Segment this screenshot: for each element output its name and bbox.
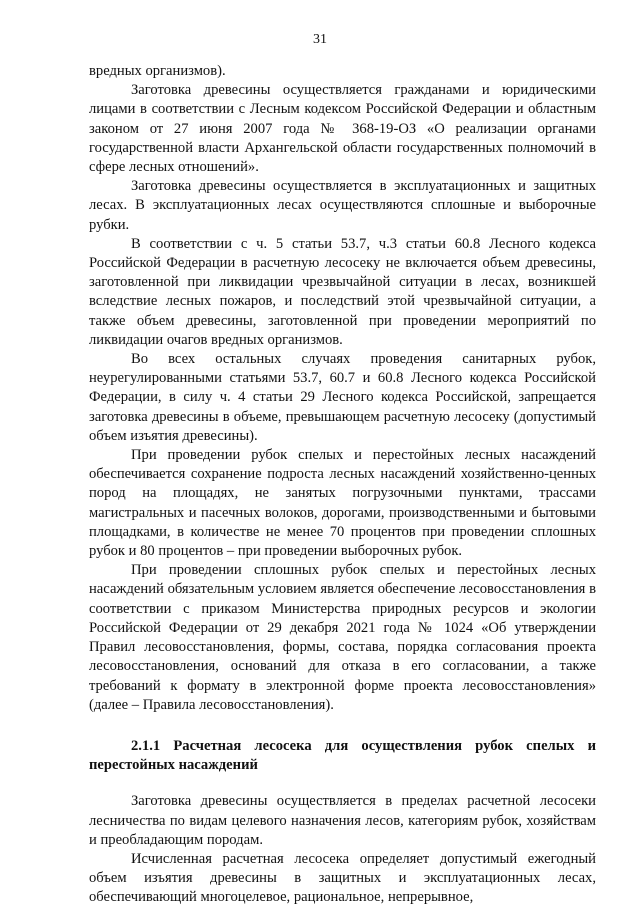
paragraph: При проведении сплошных рубок спелых и перестойных лесных насаждений обязательным условием является обеспечение лесовосстановления в соответствии с приказом Министерства природных ресурсов и экологии Российской Федерации от 29 декабря 2021 года № 1024 «Об утверждении Правил лесовосстановления, формы, состава, порядка согласования проекта лесовосстановления, оснований для отказа в его согласовании, а также требований к формату в электронной форме проекта лесовосстановления» (далее – Правила лесовосстановления).: [89, 562, 596, 713]
page-number: 31: [313, 32, 327, 47]
paragraph: Во всех остальных случаях проведения санитарных рубок, неурегулированными статьями 53.7, 60.7 и 60.8 Лесного кодекса Российской Федерации, в силу ч. 4 статьи 29 Лесного кодекса Российской, запрещается заготовка древесины в объеме, превышающем расчетную лесосеку (допустимый объем изъятия древесины).: [89, 351, 596, 444]
document-body: [89, 62, 596, 908]
paragraph: Заготовка древесины осуществляется в пределах расчетной лесосеки лесничества по видам целевого назначения лесов, категориям рубок, хозяйствам и преобладающим породам.: [89, 793, 596, 848]
paragraph: Исчисленная расчетная лесосека определяет допустимый ежегодный объем изъятия древесины в защитных и эксплуатационных лесах, обеспечивающий многоцелевое, рациональное, непрерывное,: [89, 850, 596, 906]
paragraph: Заготовка древесины осуществляется в эксплуатационных и защитных лесах. В эксплуатационных лесах осуществляются сплошные и выборочные рубки.: [89, 178, 596, 233]
section-heading: 2.1.1 Расчетная лесосека для осуществления рубок спелых и перестойных насаждений: [89, 737, 596, 774]
paragraph-continuation: вредных организмов).: [89, 63, 226, 79]
paragraph: В соответствии с ч. 5 статьи 53.7, ч.3 статьи 60.8 Лесного кодекса Российской Федерации в расчетную лесосеку не включается объем древесины, заготовленной при ликвидации чрезвычайной ситуации в лесах, возникшей вследствие лесных пожаров, и последствий этой чрезвычайной ситуации, а также объем древесины, заготовленной при проведении мероприятий по ликвидации очагов вредных организмов.: [89, 235, 596, 348]
paragraph: Заготовка древесины осуществляется гражданами и юридическими лицами в соответствии с Лесным кодексом Российской Федерации и областным законом от 27 июня 2007 года № 368-19-ОЗ «О реализации органами государственной власти Архангельской области государственных полномочий в сфере лесных отношений».: [89, 82, 596, 176]
paragraph: При проведении рубок спелых и перестойных лесных насаждений обеспечивается сохранение подроста лесных насаждений хозяйственно-ценных пород на площадях, не занятых погрузочными пунктами, трассами магистральных и пасечных волоков, дорогами, производственными и бытовыми площадками, в количестве не менее 70 процентов при проведении сплошных рубок и 80 процентов – при проведении выборочных рубок.: [89, 447, 596, 560]
